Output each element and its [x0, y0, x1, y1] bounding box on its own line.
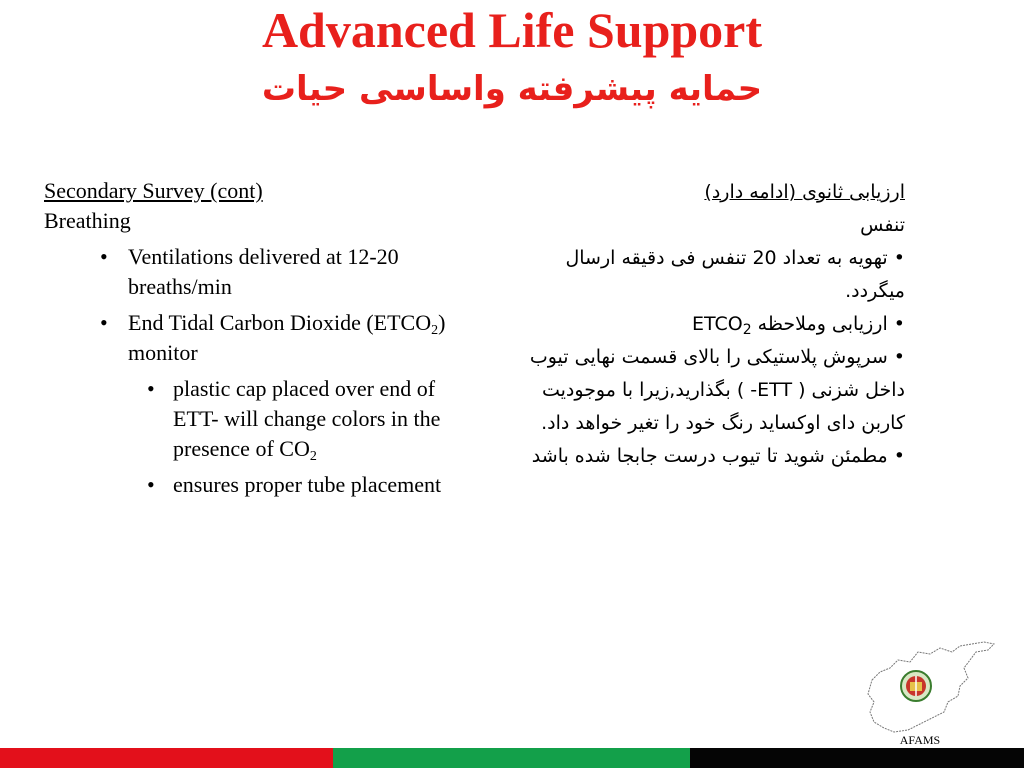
etco2-text-post: ) monitor — [128, 310, 446, 365]
english-heading: Secondary Survey (cont) — [44, 178, 263, 203]
english-bullet-text: Ventilations delivered at 12-20 breaths/min — [128, 244, 399, 299]
persian-bullet-item — [520, 440, 905, 473]
subscript: 2 — [431, 323, 439, 338]
etco2-text-pre: End Tidal Carbon Dioxide (ETCO — [128, 310, 432, 335]
bullet-icon: • — [893, 445, 905, 467]
english-bullet-item — [44, 242, 464, 302]
persian-subheading: تنفس — [860, 214, 905, 236]
english-sub-bullet-text — [173, 374, 464, 464]
persian-bullet-item — [520, 242, 905, 308]
bullet-icon: • — [893, 313, 905, 335]
flag-green-segment — [333, 748, 690, 768]
persian-heading: ارزیابی ثانوی (ادامه دارد) — [704, 181, 905, 203]
afams-caption: AFAMS — [899, 733, 941, 747]
bullet-icon: • — [147, 376, 155, 401]
persian-content — [520, 176, 905, 473]
english-sub-bullet-item — [44, 470, 464, 500]
flag-color-bar — [0, 748, 1024, 768]
subscript: 2 — [309, 449, 317, 464]
slide-title-english: Advanced Life Support — [261, 2, 763, 58]
etco-text: ETCO — [691, 313, 743, 335]
cap-text: plastic cap placed over end of ETT- will change colors in the presence of CO — [173, 376, 441, 461]
english-content — [44, 176, 464, 500]
english-bullet-list — [44, 242, 464, 500]
english-sub-bullet-text: ensures proper tube placement — [173, 472, 442, 497]
flag-black-segment — [690, 748, 1024, 768]
subscript: 2 — [742, 322, 752, 338]
english-bullet-text — [128, 308, 464, 368]
etco2-label — [691, 313, 752, 338]
flag-red-segment — [0, 748, 333, 768]
english-subheading: Breathing — [44, 208, 131, 233]
bullet-icon: • — [147, 472, 155, 497]
persian-bullet-text: تهویه به تعداد 20 تنفس فی دقیقه ارسال میگردد. — [565, 247, 905, 302]
persian-bullet-item — [520, 308, 905, 341]
bullet-icon: • — [100, 244, 108, 269]
persian-bullet-item — [520, 341, 905, 440]
afghanistan-map-logo-icon — [860, 638, 1000, 738]
bullet-icon: • — [893, 346, 905, 368]
slide-title-persian: حمایه پیشرفته واساسی حیات — [261, 69, 763, 109]
persian-bullet-text: مطمئن شوید تا تیوب درست جابجا شده باشد — [531, 445, 888, 467]
persian-bullet-text: ارزیابی وملاحظه — [757, 313, 888, 335]
english-sub-bullet-item — [44, 374, 464, 464]
bullet-icon: • — [100, 310, 108, 335]
persian-bullet-text: سرپوش پلاستیکی را بالای قسمت نهایی تیوب داخل شزنی ( ETT- ) بگذارید,زیرا با موجودیت کاربن دای اوکساید رنگ خود را تغیر خواهد داد. — [529, 346, 905, 434]
english-bullet-item — [44, 308, 464, 368]
bullet-icon: • — [893, 247, 905, 269]
